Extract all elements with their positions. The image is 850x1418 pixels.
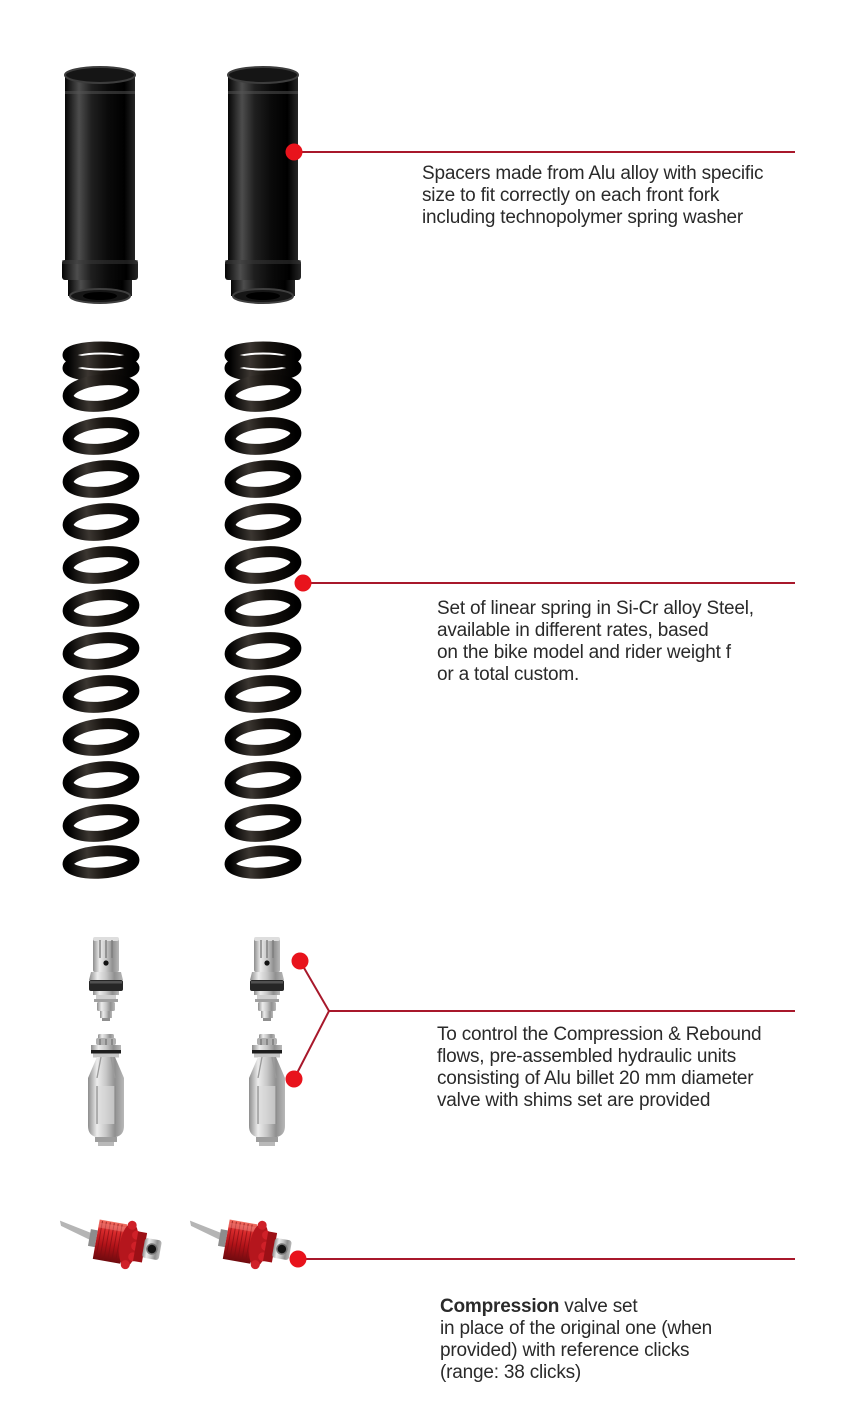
annotation-line: To control the Compression & Rebound (437, 1024, 762, 1045)
annotation-spacers (422, 163, 763, 229)
annotation-line: in place of the original one (when (440, 1318, 713, 1339)
annotation-line: provided) with reference clicks (440, 1340, 690, 1361)
annotation-line (440, 1296, 712, 1318)
annotation-line-rest: valve set (559, 1296, 638, 1317)
compression-valve-right (185, 1198, 295, 1290)
annotation-line: Set of linear spring in Si-Cr alloy Steel, (437, 598, 754, 619)
annotation-bold-word: Compression (440, 1296, 560, 1317)
annotation-line: consisting of Alu billet 20 mm diameter (437, 1068, 754, 1089)
compression-valve-left (55, 1198, 165, 1290)
annotation-line: flows, pre-assembled hydraulic units (437, 1046, 737, 1067)
annotation-line: including technopolymer spring washer (422, 207, 744, 228)
annotation-line: on the bike model and rider weight f (437, 642, 731, 663)
callout-dot-hydraulics-top (292, 953, 309, 970)
callout-line-hydraulics-fork (294, 961, 329, 1079)
hydraulic-unit-top-right (246, 936, 288, 1022)
fork-spacer-right (225, 64, 301, 310)
annotation-line: size to fit correctly on each front fork (422, 185, 720, 206)
annotation-hydraulics (437, 1024, 761, 1112)
annotation-compression (440, 1296, 712, 1384)
annotation-springs (437, 598, 754, 686)
annotation-line: (range: 38 clicks) (440, 1362, 582, 1383)
fork-spring-right (221, 341, 305, 891)
hydraulic-unit-top-left (85, 936, 127, 1022)
annotation-line: valve with shims set are provided (437, 1090, 711, 1111)
fork-spring-left (59, 341, 143, 891)
fork-spacer-left (62, 64, 138, 310)
annotation-line: Spacers made from Alu alloy with specific (422, 163, 764, 184)
hydraulic-unit-bottom-right (244, 1034, 290, 1146)
annotation-line: available in different rates, based (437, 620, 709, 641)
annotation-line: or a total custom. (437, 664, 580, 685)
hydraulic-unit-bottom-left (83, 1034, 129, 1146)
